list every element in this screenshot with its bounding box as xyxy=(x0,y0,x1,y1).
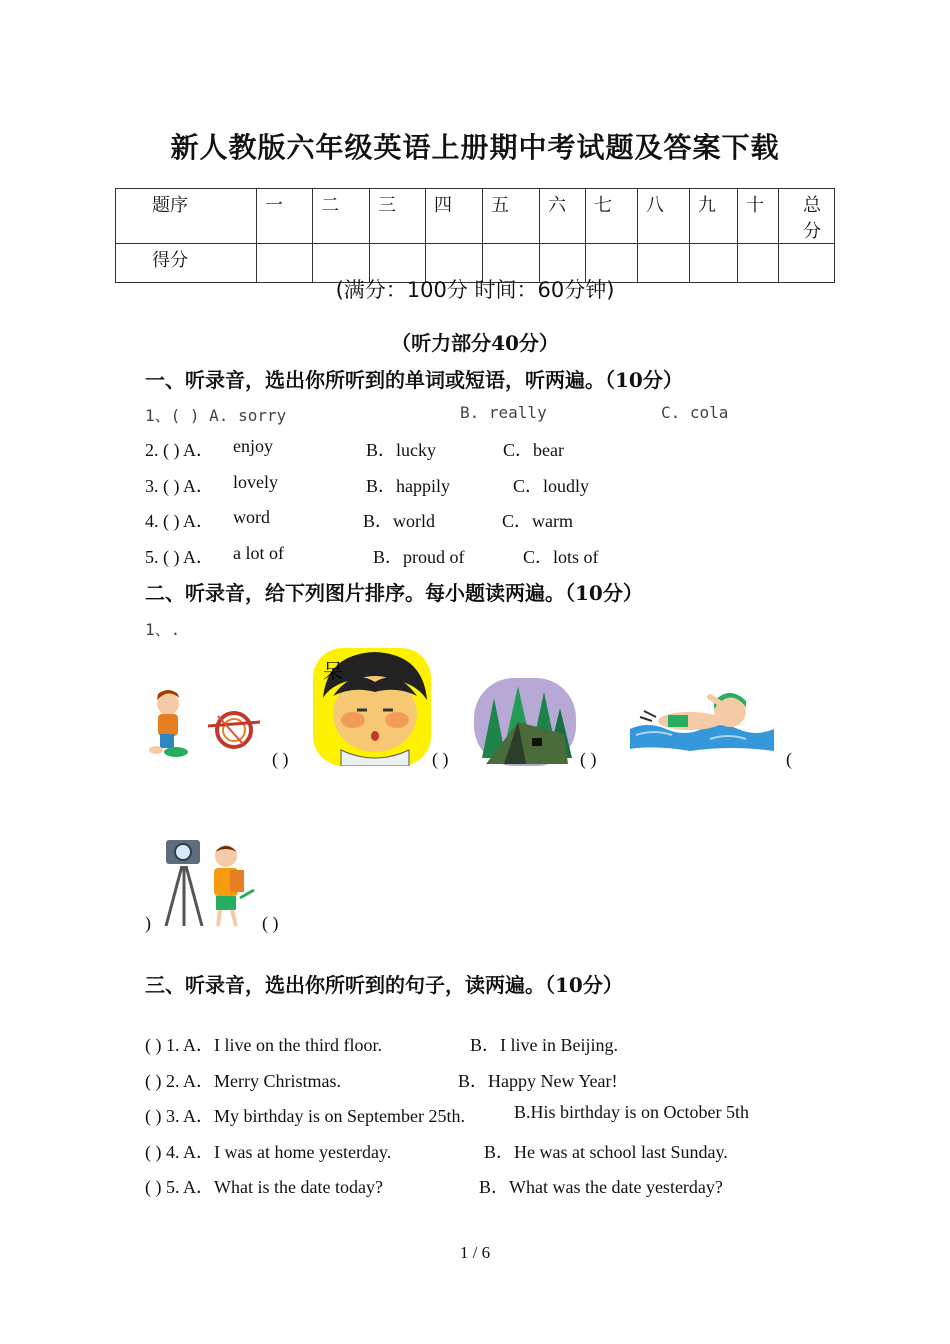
cell-score-label: 得分 xyxy=(116,244,257,283)
s1-q1: 1、( ) A. sorry xyxy=(145,406,287,425)
s1-q5-b: B．proud of xyxy=(373,547,465,567)
s2-paren-3[interactable]: ( ) xyxy=(580,749,597,769)
s1-q3-a: lovely xyxy=(233,472,278,492)
s2-paren-4-close[interactable]: ) xyxy=(145,913,151,933)
s1-q5: 5. ( ) A． xyxy=(145,547,214,567)
s1-q4: 4. ( ) A． xyxy=(145,511,214,531)
s1-q5-c: C．lots of xyxy=(523,547,599,567)
s2-paren-5[interactable]: ( ) xyxy=(262,913,279,933)
s1-q2-a: enjoy xyxy=(233,436,273,456)
section-2-heading: 二、听录音，给下列图片排序。每小题读两遍。（10分） xyxy=(145,581,643,605)
score-table xyxy=(115,188,835,283)
s3-q2-b: B．Happy New Year! xyxy=(458,1071,618,1091)
s2-q1: 1、. xyxy=(145,620,181,639)
section-3-heading: 三、听录音，选出你所听到的句子，读两遍。（10分） xyxy=(145,973,623,997)
cell-10: 十 xyxy=(738,189,779,244)
s1-q3: 3. ( ) A． xyxy=(145,476,214,496)
cell-5: 五 xyxy=(483,189,540,244)
s3-q3-b: B.His birthday is on October 5th xyxy=(514,1102,749,1122)
s1-q4-a: word xyxy=(233,507,270,527)
s3-q3: ( ) 3. A．My birthday is on September 25th. xyxy=(145,1106,465,1126)
s1-q1-c: C. cola xyxy=(661,403,729,422)
page-number: 1 / 6 xyxy=(459,1243,491,1262)
cell-3: 三 xyxy=(370,189,426,244)
photographer-picture xyxy=(160,838,258,930)
s1-q5-a: a lot of xyxy=(233,543,284,563)
cell-6: 六 xyxy=(540,189,586,244)
dazed-boy-picture xyxy=(313,648,431,766)
swimming-boy-picture xyxy=(630,685,774,753)
s3-q5-b: B．What was the date yesterday? xyxy=(479,1177,723,1197)
s1-q2: 2. ( ) A． xyxy=(145,440,214,460)
s3-q4-b: B．He was at school last Sunday. xyxy=(484,1142,728,1162)
cell-1: 一 xyxy=(257,189,313,244)
camping-tent-picture xyxy=(474,678,576,766)
s1-q4-c: C．warm xyxy=(502,511,573,531)
section-1-heading: 一、听录音，选出你所听到的单词或短语，听两遍。（10分） xyxy=(145,368,683,392)
s3-q1-b: B．I live in Beijing. xyxy=(470,1035,618,1055)
s1-q1-b: B. really xyxy=(460,403,547,422)
cell-label: 题序 xyxy=(116,189,257,244)
s2-paren-1[interactable]: ( ) xyxy=(272,749,289,769)
s1-q3-c: C．loudly xyxy=(513,476,590,496)
fallen-bike-boy-picture xyxy=(148,686,266,760)
s1-q2-c: C．bear xyxy=(503,440,564,460)
cell-8: 八 xyxy=(638,189,690,244)
s2-paren-4-open[interactable]: ( xyxy=(786,749,792,769)
page-title: 新人教版六年级英语上册期中考试题及答案下载 xyxy=(170,131,780,164)
cell-total: 总分 xyxy=(779,189,835,244)
s3-q4: ( ) 4. A．I was at home yesterday. xyxy=(145,1142,392,1162)
cell-7: 七 xyxy=(586,189,638,244)
s1-q4-b: B．world xyxy=(363,511,435,531)
cell-4: 四 xyxy=(426,189,483,244)
cell-9: 九 xyxy=(690,189,738,244)
s1-q3-b: B．happily xyxy=(366,476,450,496)
score-time-info: (满分：100分 时间：60分钟) xyxy=(335,278,615,302)
dazed-text: 呆 xyxy=(323,659,343,683)
s3-q1: ( ) 1. A．I live on the third floor. xyxy=(145,1035,382,1055)
s1-q2-b: B．lucky xyxy=(366,440,436,460)
cell-2: 二 xyxy=(313,189,370,244)
listening-part-title: （听力部分40分） xyxy=(391,331,559,355)
s2-paren-2[interactable]: ( ) xyxy=(432,749,449,769)
s3-q5: ( ) 5. A．What is the date today? xyxy=(145,1177,383,1197)
s3-q2: ( ) 2. A．Merry Christmas. xyxy=(145,1071,341,1091)
score-table-header-row xyxy=(116,189,835,244)
